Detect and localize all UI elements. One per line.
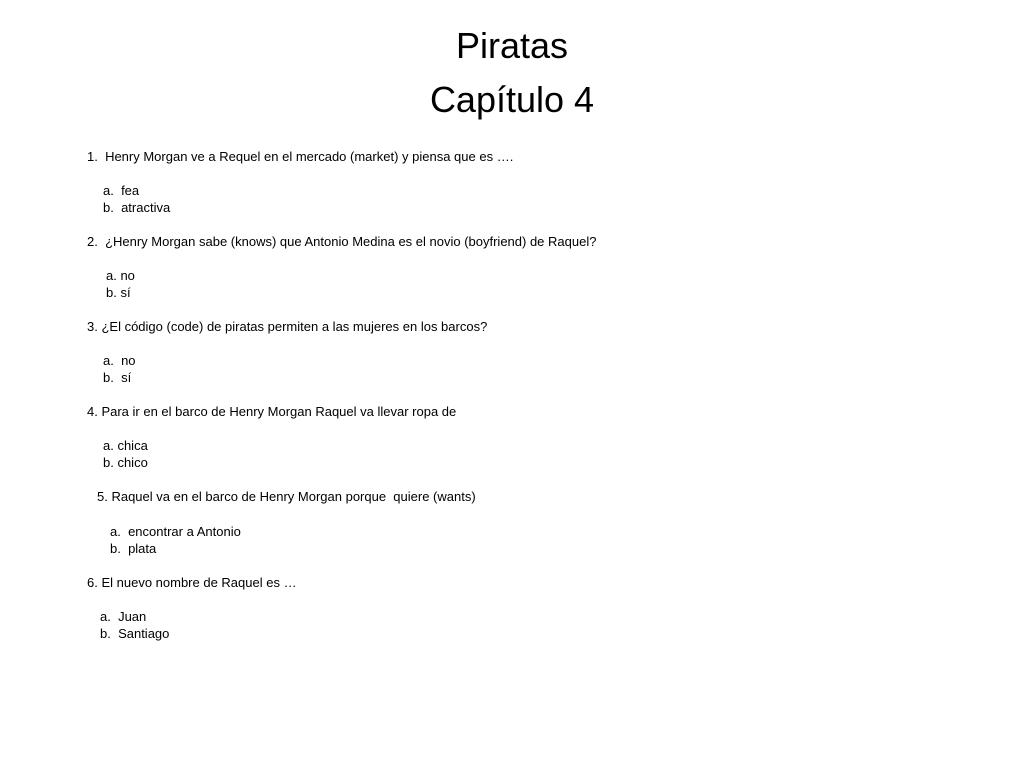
question-5-option-b: b. plata xyxy=(110,541,157,556)
question-6-option-a: a. Juan xyxy=(100,609,147,624)
question-3-prompt: 3. ¿El código (code) de piratas permiten a las mujeres en los barcos? xyxy=(87,319,488,334)
question-1-option-a: a. fea xyxy=(103,183,140,198)
question-5-option-a: a. encontrar a Antonio xyxy=(110,524,241,539)
question-6-option-b: b. Santiago xyxy=(100,626,170,641)
question-4-prompt: 4. Para ir en el barco de Henry Morgan Raquel va llevar ropa de xyxy=(87,404,457,419)
question-4-option-a: a. chica xyxy=(103,438,148,453)
question-6-prompt: 6. El nuevo nombre de Raquel es … xyxy=(87,575,297,590)
question-1-option-b: b. atractiva xyxy=(103,200,171,215)
question-2-option-a: a. no xyxy=(106,268,135,283)
question-1-prompt: 1. Henry Morgan ve a Requel en el mercado (market) y piensa que es …. xyxy=(87,149,514,164)
question-3-option-a: a. no xyxy=(103,353,136,368)
question-4-option-b: b. chico xyxy=(103,455,148,470)
question-2-prompt: 2. ¿Henry Morgan sabe (knows) que Antonio Medina es el novio (boyfriend) de Raquel? xyxy=(87,234,597,249)
page-title: Piratas xyxy=(455,25,569,66)
page-subtitle: Capítulo 4 xyxy=(429,79,595,120)
question-2-option-b: b. sí xyxy=(106,285,131,300)
question-3-option-b: b. sí xyxy=(103,370,132,385)
question-5-prompt: 5. Raquel va en el barco de Henry Morgan porque quiere (wants) xyxy=(97,489,476,504)
